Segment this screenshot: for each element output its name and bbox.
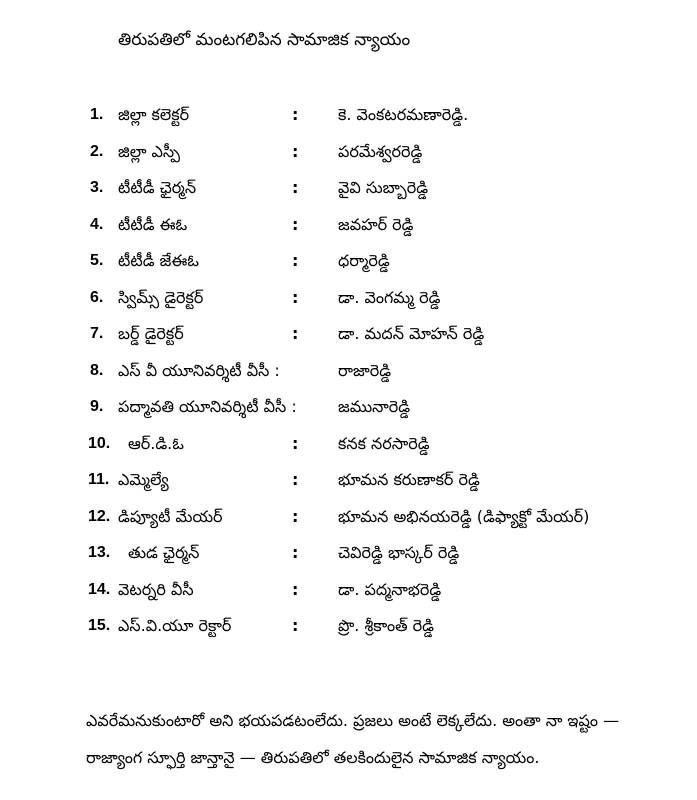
item-role: ఎస్.వి.యూ రెక్టార్ [118,616,232,635]
item-separator: : [292,543,299,562]
item-separator: : [292,506,299,526]
list-item [0,319,697,356]
item-number: 3. [90,179,104,196]
item-number: 6. [90,288,104,306]
item-name: కనక నరసారెడ్డి [338,433,430,453]
footer-line-2: రాజ్యాంగ స్ఫూర్తి జాన్తానై — తిరుపతిలో తలకిందులైన సామాజిక న్యాయం. [86,748,540,767]
item-number: 7. [90,325,104,342]
item-role: ఎస్ వీ యూనివర్శిటీ వీసీ : [118,360,280,380]
list-item [0,246,697,283]
item-separator: : [292,251,299,270]
item-separator: : [292,433,299,453]
list-item [0,100,697,137]
item-number: 8. [90,361,104,379]
item-separator: : [292,616,299,635]
item-name: భూమన కరుణాకర్ రెడ్డి [338,470,480,489]
list-item [0,210,697,247]
item-name: జమునారెడ్డి [338,397,411,416]
item-name: చెవిరెడ్డి భాస్కర్ రెడ్డి [338,543,460,562]
footer-paragraph [86,702,691,776]
item-name: రాజారెడ్డి [338,360,392,380]
item-name: డా. వెంగమ్మ రెడ్డి [338,287,441,307]
item-role: పద్మావతి యూనివర్శిటీ వీసీ : [118,397,297,416]
item-name: కె. వెంకటరమణారెడ్డి. [338,105,469,124]
item-separator: : [292,324,299,343]
item-number: 5. [90,252,104,269]
list-item [0,611,697,648]
item-number: 4. [90,215,104,233]
item-number: 14. [88,580,111,598]
item-separator: : [292,178,299,197]
item-separator: : [292,470,299,489]
document-title: తిరుపతిలో మంటగలిపిన సామాజిక న్యాయం [118,30,411,50]
item-separator: : [292,105,299,124]
item-role: జిల్లా ఎస్పీ [118,141,180,161]
item-separator: : [292,214,299,234]
item-separator: : [292,141,299,161]
list-item [0,173,697,210]
item-name: డా. మదన్ మోహన్ రెడ్డి [338,324,485,343]
list-item [0,575,697,612]
item-name: భూమన అభినయరెడ్డి (డిఫ్యాక్టో మేయర్) [338,506,590,526]
item-name: డా. పద్మనాభరెడ్డి [338,579,442,599]
item-role: టీటీడీ ఛైర్మన్ [118,178,197,197]
list-item [0,429,697,466]
list-item [0,538,697,575]
item-number: 11. [88,471,110,488]
item-role: తుడ ఛైర్మన్ [128,543,200,562]
item-name: ధర్మారెడ్డి [338,251,390,270]
footer-line-1: ఎవరేమనుకుంటారో అని భయపడటంలేదు. ప్రజలు అంటే లెక్కలేదు. అంతా నా ఇష్టం — [86,711,620,730]
list-item [0,392,697,429]
item-name: పరమేశ్వరరెడ్డి [338,141,423,161]
item-name: ప్రొ. శ్రీకాంత్ రెడ్డి [338,616,434,635]
item-number: 9. [90,398,104,415]
item-name: జవహర్ రెడ్డి [338,214,414,234]
item-number: 13. [88,544,111,561]
officials-list [0,100,697,648]
item-separator: : [292,579,299,599]
item-number: 1. [90,106,104,123]
list-item [0,356,697,393]
item-role: ఆర్.డి.ఓ [128,433,184,453]
list-item [0,465,697,502]
item-number: 10. [88,434,111,452]
item-role: ఎమ్మెల్యే [118,470,169,489]
item-separator: : [292,287,299,307]
item-role: స్విమ్స్ డైరెక్టర్ [118,287,204,307]
item-number: 12. [88,507,111,525]
item-number: 2. [90,142,104,160]
list-item [0,137,697,174]
list-item [0,502,697,539]
item-number: 15. [88,617,111,634]
item-role: బర్డ్ డైరెక్టర్ [118,324,184,343]
item-role: టీటీడీ ఈఓ [118,214,188,234]
item-role: డిప్యూటీ మేయర్ [118,506,223,526]
item-role: జిల్లా కలెక్టర్ [118,105,190,124]
list-item [0,283,697,320]
item-name: వైవి సుబ్బారెడ్డి [338,178,429,197]
item-role: వెటర్నరి వీసీ [118,579,194,599]
item-role: టీటీడీ జేఈఓ [118,251,199,270]
